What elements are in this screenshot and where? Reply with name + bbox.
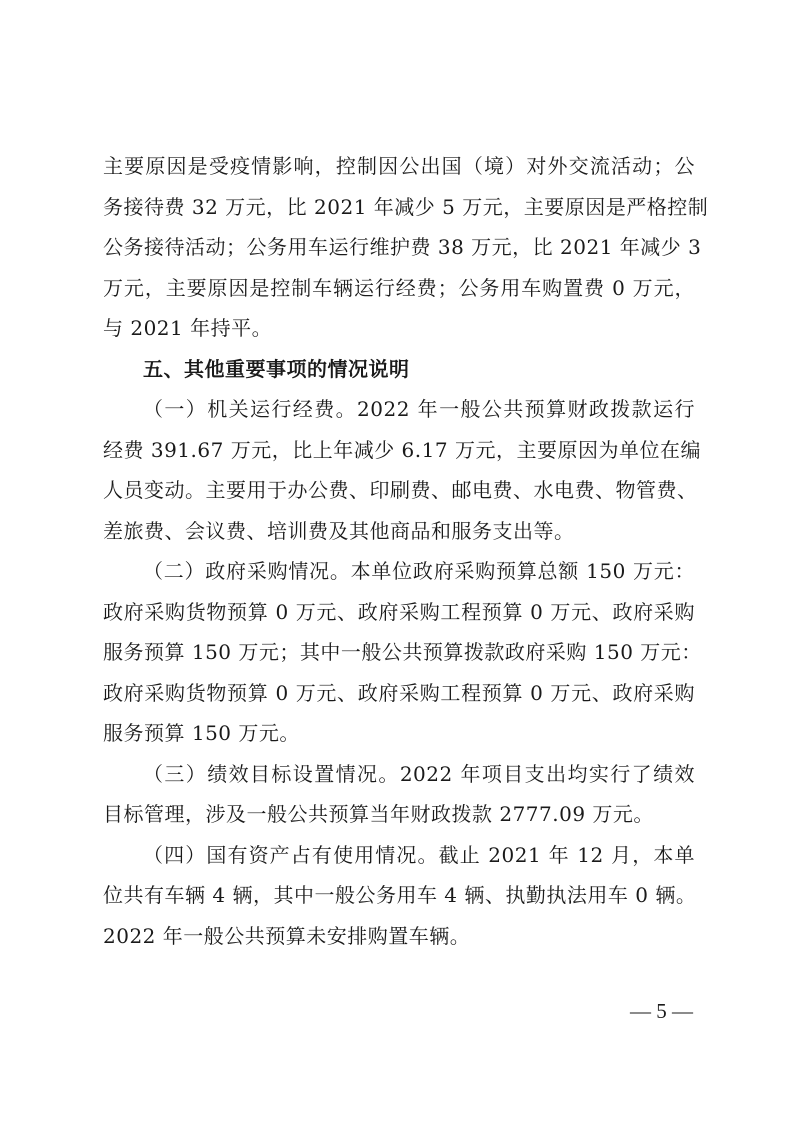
text-line: 公务接待活动；公务用车运行维护费 38 万元，比 2021 年减少 3 bbox=[103, 235, 702, 259]
text-line: 2022 年一般公共预算未安排购置车辆。 bbox=[103, 923, 471, 948]
text-line: 主要原因是受疫情影响，控制因公出国（境）对外交流活动；公 bbox=[103, 154, 695, 178]
text-line: 差旅费、会议费、培训费及其他商品和服务支出等。 bbox=[103, 518, 575, 543]
paragraph-performance-targets bbox=[103, 754, 695, 835]
text-line: 服务预算 150 万元；其中一般公共预算拨款政府采购 150 万元： bbox=[103, 640, 702, 664]
paragraph-state-assets bbox=[103, 835, 695, 957]
text-line: 务接待费 32 万元，比 2021 年减少 5 万元，主要原因是严格控制 bbox=[103, 194, 709, 219]
text-line: 政府采购货物预算 0 万元、政府采购工程预算 0 万元、政府采购 bbox=[103, 599, 695, 624]
text-line: 位共有车辆 4 辆，其中一般公务用车 4 辆、执勤执法用车 0 辆。 bbox=[103, 883, 697, 907]
paragraph-procurement bbox=[103, 551, 702, 754]
text-line: （二）政府采购情况。本单位政府采购预算总额 150 万元： bbox=[143, 559, 695, 583]
text-line: （三）绩效目标设置情况。2022 年项目支出均实行了绩效 bbox=[143, 761, 695, 786]
text-line: 人员变动。主要用于办公费、印刷费、邮电费、水电费、物管费、 bbox=[103, 478, 698, 502]
text-line: 服务预算 150 万元。 bbox=[103, 721, 300, 745]
paragraph-operating-expenses bbox=[103, 389, 701, 551]
text-line: 万元，主要原因是控制车辆运行经费；公务用车购置费 0 万元， bbox=[103, 275, 695, 300]
text-line: 与 2021 年持平。 bbox=[103, 316, 273, 340]
text-line: 政府采购货物预算 0 万元、政府采购工程预算 0 万元、政府采购 bbox=[103, 680, 695, 705]
text-line: 目标管理，涉及一般公共预算当年财政拨款 2777.09 万元。 bbox=[103, 802, 654, 826]
page-number: — 5 — bbox=[630, 999, 693, 1023]
text-line: （四）国有资产占有使用情况。截止 2021 年 12 月，本单 bbox=[143, 842, 695, 867]
section-heading: 五、其他重要事项的情况说明 bbox=[143, 356, 410, 381]
text-line: 经费 391.67 万元，比上年减少 6.17 万元，主要原因为单位在编 bbox=[103, 437, 701, 462]
paragraph-continuation bbox=[103, 146, 709, 349]
document-body bbox=[103, 146, 709, 956]
text-line: （一）机关运行经费。2022 年一般公共预算财政拨款运行 bbox=[143, 397, 695, 421]
